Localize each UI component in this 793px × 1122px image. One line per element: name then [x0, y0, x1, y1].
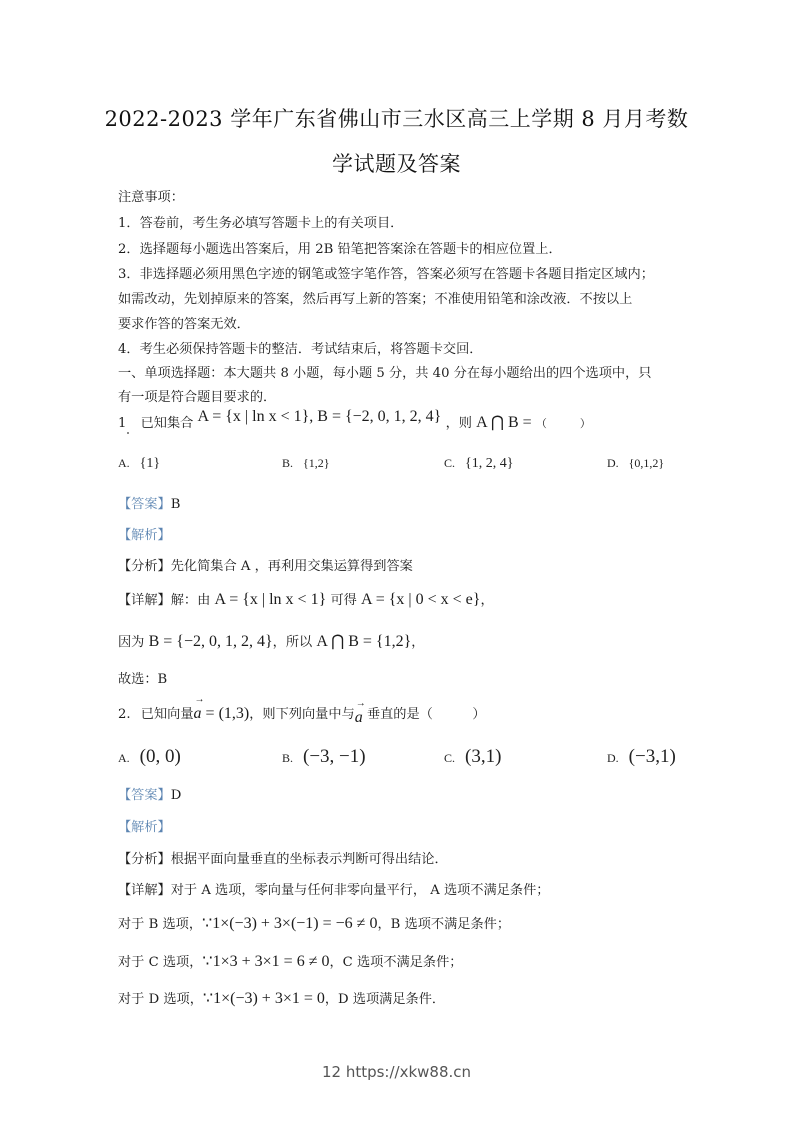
q2-answer — [118, 784, 181, 803]
question-number: 2. — [118, 707, 131, 722]
q2-xiangjie-b: 对于 B 选项，∵1×(−3) + 3×(−1) = −6 ≠ 0，B 选项不满足条件； — [118, 915, 511, 932]
notice-item-4: 4．考生必须保持答题卡的整洁．考试结束后，将答题卡交回． — [118, 342, 483, 357]
q2-option-a: A. (0, 0) — [118, 746, 181, 767]
notice-item-3: 3．非选择题必须用黑色字迹的钢笔或签字笔作答，答案必须写在答题卡各题目指定区域内； — [118, 267, 654, 282]
vector-a: → a — [355, 709, 363, 727]
q1-xiangjie-line2: 因为 B = {−2, 0, 1, 2, 4}，所以 A ⋂ B = {1,2}， — [118, 633, 425, 650]
q2-option-d: D. (−3,1) — [607, 746, 676, 767]
q2-xiangjie-d: 对于 D 选项，∵1×(−3) + 3×1 = 0，D 选项满足条件． — [118, 990, 446, 1007]
q2-fenxi: 【分析】根据平面向量垂直的坐标表示判断可得出结论． — [118, 852, 448, 867]
question-math-expr: A ⋂ B = — [476, 414, 532, 431]
q1-fenxi — [118, 555, 413, 574]
answer-tag: 【答案】 — [118, 497, 171, 512]
notice-heading: 注意事项： — [118, 190, 184, 205]
stray-dot — [127, 432, 129, 434]
q1-option-c: C. {1, 2, 4} — [444, 456, 514, 471]
question-2: 2. 已知向量→ a = (1,3)，则下列向量中与→ a 垂直的是（ ） — [118, 703, 486, 723]
q1-option-d: D. {0,1,2} — [607, 456, 665, 470]
q1-option-a: A. {1} — [118, 456, 161, 471]
page-footer: 12 https://xkw88.cn — [321, 1063, 472, 1081]
notice-item-3-cont1: 如需改动，先划掉原来的答案，然后再写上新的答案；不准使用铅笔和涂改液．不按以上 — [118, 292, 633, 307]
xiangjie-tag: 【详解】 — [118, 593, 171, 608]
q2-xiangjie-c: 对于 C 选项，∵1×3 + 3×1 = 6 ≠ 0，C 选项不满足条件； — [118, 953, 463, 970]
answer-value: D — [170, 788, 182, 803]
q1-answer — [118, 493, 180, 512]
question-number: 1 — [118, 416, 127, 431]
q1-option-b: B. {1,2} — [282, 456, 330, 470]
document-title-line1: 2022-2023 学年广东省佛山市三水区高三上学期 8 月月考数 — [104, 107, 689, 131]
notice-item-1: 1．答卷前，考生务必填写答题卡上的有关项目． — [118, 216, 404, 231]
document-title-line2: 学试题及答案 — [332, 152, 461, 176]
q2-xiangjie-a: 【详解】对于 A 选项，零向量与任何非零向量平行， A 选项不满足条件； — [118, 883, 550, 898]
section1-heading: 一、单项选择题：本大题共 8 小题，每小题 5 分，共 40 分在每小题给出的四个选项中，只 — [118, 366, 652, 381]
q1-conclusion: 故选：B — [118, 672, 168, 687]
question-prefix: 已知集合 — [140, 416, 194, 431]
question-math-sets: A = {x | ln x < 1}, B = {−2, 0, 1, 2, 4} — [197, 408, 442, 425]
answer-tag: 【答案】 — [118, 788, 171, 803]
vector-a: → a — [194, 705, 202, 723]
q1-analysis-tag: 【解析】 — [118, 528, 171, 543]
section1-heading-cont: 有一项是符合题目要求的． — [118, 390, 277, 405]
fenxi-text: 先化简集合 A ，再利用交集运算得到答案 — [170, 559, 413, 574]
q2-option-c: C. (3,1) — [444, 746, 502, 767]
notice-item-3-cont2: 要求作答的答案无效． — [118, 317, 250, 332]
q2-option-b: B. (−3, −1) — [282, 746, 366, 767]
answer-value: B — [170, 497, 181, 512]
fenxi-tag: 【分析】 — [118, 559, 171, 574]
answer-paren: （ ） — [535, 417, 591, 430]
notice-item-2: 2．选择题每小题选出答案后，用 2B 铅笔把答案涂在答题卡的相应位置上． — [118, 242, 562, 257]
question-1 — [118, 408, 591, 432]
q1-xiangjie-line1: 【详解】解：由 A = {x | ln x < 1} 可得 A = {x | 0 < x < e}， — [118, 591, 494, 608]
q2-analysis-tag: 【解析】 — [118, 820, 171, 835]
question-suffix: ，则 — [445, 416, 472, 431]
